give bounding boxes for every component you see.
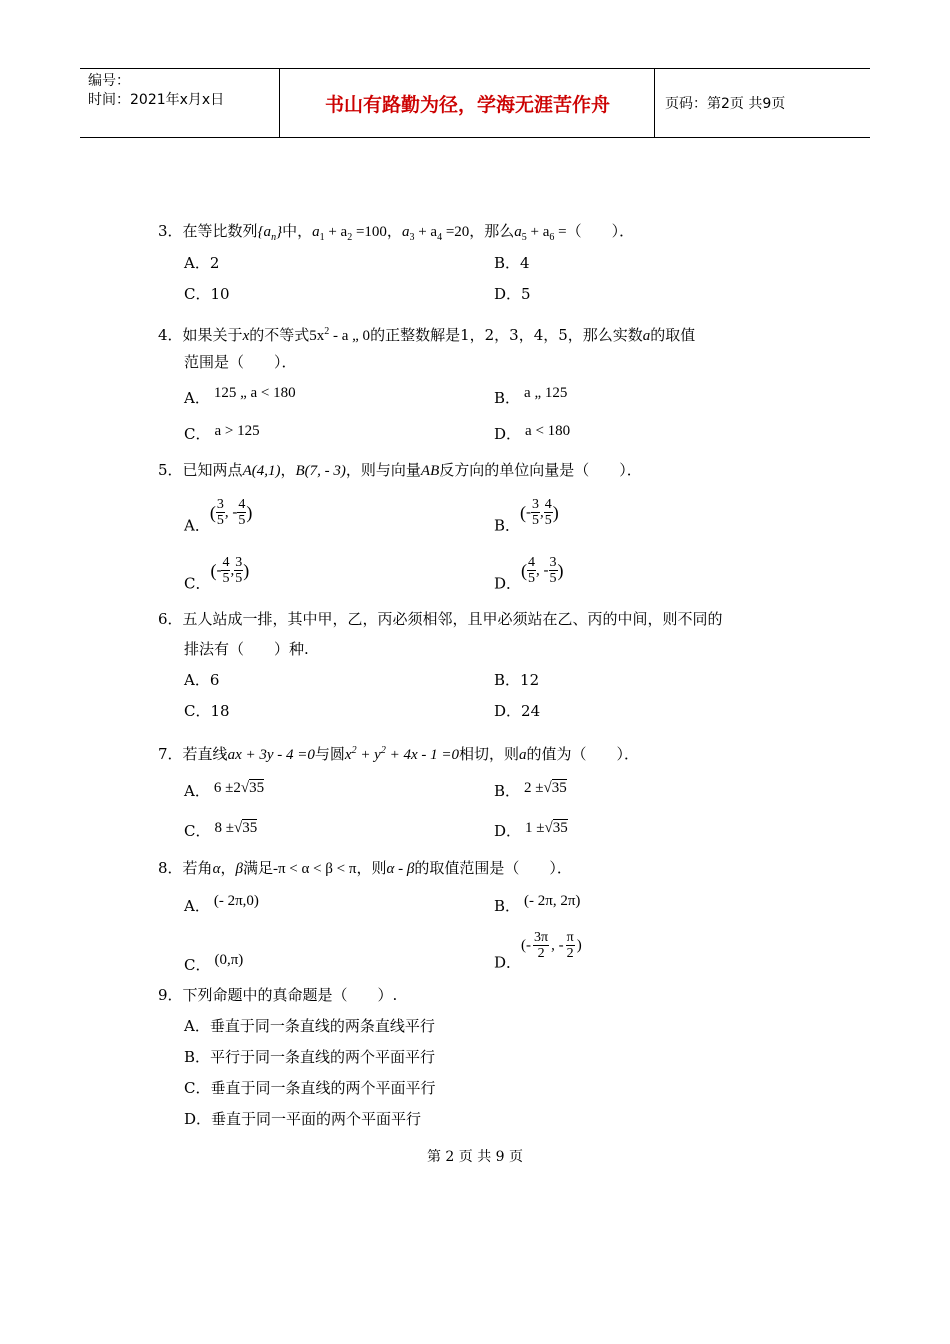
option-math: 6 ±2√35	[213, 780, 265, 796]
math-var: x	[242, 328, 250, 344]
math-eq-1: $a_1 + a_2 =100$	[312, 224, 387, 243]
math-var: a	[519, 747, 527, 763]
option-math: 8 ±√35	[214, 820, 258, 836]
option-math: 1 ±√35	[525, 820, 568, 836]
question-3	[158, 221, 634, 248]
option-a: A． (- 2π,0)	[184, 893, 259, 915]
option-b: B．平行于同一条直线的两个平面平行	[184, 1048, 436, 1066]
option-b: B．(- $\frac{3}{5}$ , $\frac{4}{5}$ )	[494, 497, 559, 535]
header-meta	[80, 69, 280, 137]
option-d: D．( $\frac{4}{5}$ , - $\frac{3}{5}$ )	[494, 555, 564, 593]
option-a: A． 6 ±2√35	[184, 780, 265, 800]
option-a: A．2	[184, 254, 220, 272]
stem-text: ，则	[356, 859, 387, 877]
question-9	[158, 985, 397, 1005]
stem-text: 的值为（ ）．	[526, 745, 640, 763]
stem-text: ，	[386, 222, 402, 240]
math-seq: $\{a_n\}$	[257, 224, 283, 243]
option-math: a < 180	[525, 423, 571, 439]
option-b: B． 2 ±√35	[494, 780, 567, 800]
math-vector: AB	[420, 463, 440, 479]
option-c: C．10	[184, 285, 230, 303]
option-math: 2 ±√35	[524, 780, 567, 796]
page-header	[80, 68, 870, 138]
math-condition: -π < α < β < π	[272, 861, 357, 877]
question-number: 8．	[158, 859, 183, 877]
option-d: D． a < 180	[494, 423, 571, 443]
question-5: 5．已知两点A(4,1)，B(7, - 3)，则与向量AB反方向的单位向量是（ ）．	[158, 461, 642, 479]
option-d: D．(- $\frac{3\pi}{2}$ , - $\frac{\pi}{2}$ )	[494, 930, 582, 972]
question-6	[158, 609, 723, 629]
question-7	[158, 741, 639, 765]
math-point-b: B(7, - 3)	[295, 463, 346, 479]
math-circle-eq: $x^2 + y^2 + 4x - 1 =0$	[344, 745, 459, 763]
stem-text: 的正整数解是1，2，3，4，5，那么实数	[370, 326, 643, 344]
question-number: 5．	[158, 461, 183, 479]
stem-text: ，那么	[469, 222, 515, 240]
option-a: A．垂直于同一条直线的两条直线平行	[184, 1017, 435, 1035]
stem-text: 相切，则	[459, 745, 520, 763]
stem-text: 中，	[282, 222, 313, 240]
option-math: (0,π)	[214, 952, 244, 968]
header-motto: 书山有路勤为径，学海无涯苦作舟	[281, 69, 655, 137]
math-line-eq: ax + 3y - 4 =0	[227, 747, 315, 763]
option-math: 125 „ a < 180	[213, 385, 296, 401]
option-c: C． (0,π)	[184, 952, 244, 974]
question-8: 8．若角α，β满足-π < α < β < π，则α - β的取值范围是（ ）．	[158, 859, 572, 877]
math-var: a	[642, 328, 651, 344]
question-number: 7．	[158, 745, 183, 763]
math-expr: α - β	[386, 861, 415, 877]
doc-time-label: 时间：2021年x月x日	[88, 92, 225, 108]
option-b: B． (- 2π, 2π)	[494, 893, 581, 915]
answer-blank: （ ）．	[566, 222, 635, 240]
question-6-line2: 排法有（ ）种.	[184, 640, 309, 658]
math-eq-2: $a_3 + a_4 =20$	[401, 224, 470, 243]
option-b: B．4	[494, 254, 530, 272]
stem-text: 若直线	[182, 745, 228, 763]
question-number: 9．	[158, 986, 183, 1004]
option-c: C．垂直于同一条直线的两个平面平行	[184, 1079, 436, 1097]
question-number: 6．	[158, 610, 183, 628]
stem-text: 在等比数列	[182, 222, 258, 240]
question-4	[158, 322, 695, 346]
stem-text: 下列命题中的真命题是（ ）.	[182, 986, 398, 1004]
option-math: a > 125	[214, 423, 260, 439]
option-d: D． 1 ±√35	[494, 820, 568, 840]
option-c: C． a > 125	[184, 423, 260, 443]
stem-text: 如果关于	[182, 326, 243, 344]
stem-text: 的取值	[650, 326, 696, 344]
question-4-line2: 范围是（ ）．	[184, 353, 297, 371]
question-number: 4．	[158, 326, 183, 344]
option-a: A． 125 „ a < 180	[184, 385, 296, 407]
stem-text: 的取值范围是（ ）．	[414, 859, 572, 877]
option-d: D．垂直于同一平面的两个平面平行	[184, 1110, 422, 1128]
option-b: B． a „ 125	[494, 385, 568, 407]
option-d: D．24	[494, 702, 541, 720]
option-math: a „ 125	[524, 385, 568, 401]
math-eq-3: $a_5 + a_6$ =	[514, 224, 567, 243]
option-d: D．5	[494, 285, 531, 303]
stem-text: 若角	[182, 859, 213, 877]
option-math: (- 2π,0)	[213, 893, 259, 909]
stem-text: 的不等式	[249, 326, 310, 344]
doc-number-label: 编号：	[88, 73, 130, 89]
stem-text: ，则与向量	[345, 461, 421, 479]
option-c: C．(- $\frac{4}{5}$ , $\frac{3}{5}$ )	[184, 555, 250, 593]
option-c: C． 8 ±√35	[184, 820, 258, 840]
option-b: B．12	[494, 671, 540, 689]
math-point-a: A(4,1)	[242, 463, 281, 479]
stem-text: 五人站成一排，其中甲，乙，丙必须相邻，且甲必须站在乙、丙的中间，则不同的	[182, 610, 723, 628]
stem-text: 满足	[242, 859, 273, 877]
page-footer: 第 2 页 共 9 页	[426, 1149, 524, 1165]
math-alpha: α	[212, 861, 221, 877]
stem-text: 已知两点	[182, 461, 243, 479]
math-beta: β	[235, 861, 243, 877]
stem-text: 反方向的单位向量是（ ）．	[439, 461, 642, 479]
math-inequality: $5x^2$ - a „ 0	[309, 326, 371, 344]
option-c: C．18	[184, 702, 230, 720]
option-a: A．( $\frac{3}{5}$ , - $\frac{4}{5}$ )	[184, 497, 253, 535]
option-math: (- 2π, 2π)	[524, 893, 581, 909]
header-page-info: 页码：第2页 共9页	[665, 96, 786, 112]
question-number: 3．	[158, 222, 183, 240]
option-a: A．6	[184, 671, 220, 689]
stem-text: 与圆	[314, 745, 345, 763]
